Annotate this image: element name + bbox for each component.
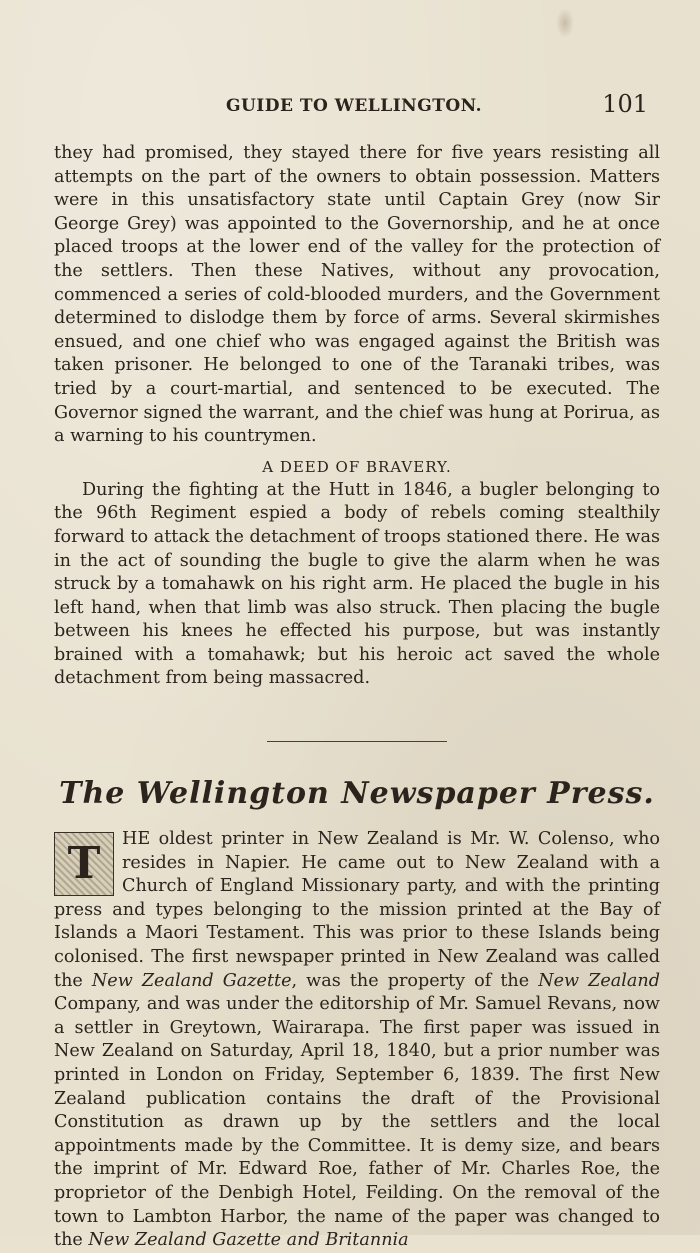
press-company-name: New Zealand [538,970,660,991]
page-smudge [556,8,574,38]
section-heading: A DEED OF BRAVERY. [262,457,452,476]
paragraph-governor: they had promised, they stayed there for five years resisting all attempts on the part of the owners to obtain possession. Matters were in this unsatisfactory state until Captain Grey (now Sir George Grey) was appointed to the Governorship, and he at once placed troops at the lower end of the valley for the protection of the settlers. Then these Natives, without any provocation, commenced a series of cold-blooded murders, and the Government determined to dislodge them by force of arms. Several skirmishes ensued, and one chief who was engaged against the British was taken prisoner. He belonged to one of the Taranaki tribes, was tried by a court-martial, and sentenced to be executed. The Governor signed the warrant, and the chief was hung at Porirua, as a warning to his countrymen. [54,143,660,447]
press-text-lead: HE oldest printer in New Zealand is Mr. W. Colenso, who resides in Napier. He came out to New Zealand with a Church of England Missionary party, and with the printing press and types belonging to the mission printed at the Bay of Islands a Maori Testament. This was prior to these Islands being colonised. The first newspaper printed in New Zealand was called the [54,829,660,991]
body-text [54,142,660,1253]
running-head [48,90,660,122]
press-text-mid: , was the property of the [291,970,539,991]
chapter-title: The Wellington Newspaper Press. [59,776,655,812]
running-title: GUIDE TO WELLINGTON. [225,96,483,116]
press-title-britannia: New Zealand Gazette and Britannia [88,1230,409,1251]
paragraph-newspaper-press [54,828,660,1253]
press-text-rest: Company, and was under the editorship of Mr. Samuel Revans, now a settler in Greytown, Wairarapa. The first paper was issued in New Zealand on Saturday, April 18, 1840, but a prior number was printed in London on Friday, September 6, 1839. The first New Zealand publication contains the draft of the Provisional Constitution as drawn up by the settlers and the local appointments made by the Committee. It is demy size, and bears the imprint of Mr. Edward Roe, father of Mr. Charles Roe, the proprietor of the Denbigh Hotel, Feilding. On the removal of the town to Lambton Harbor, the name of the paper was changed to the [54,994,660,1251]
page-number: 101 [602,90,648,118]
paragraph-bugler: During the fighting at the Hutt in 1846, a bugler belonging to the 96th Regiment espied a body of rebels coming stealthily forward to attack the detachment of troops stationed there. He was in the act of sounding the bugle to give the alarm when he was struck by a tomahawk on his right arm. He placed the bugle in his left hand, when that limb was also struck. Then placing the bugle between his knees he effected his purpose, but was instantly brained with a tomahawk; but his heroic act saved the whole detachment from being massacred. [54,479,660,689]
press-title-gazette: New Zealand Gazette [91,970,292,991]
section-divider [267,741,447,742]
drop-cap-ornament: T [54,832,114,896]
